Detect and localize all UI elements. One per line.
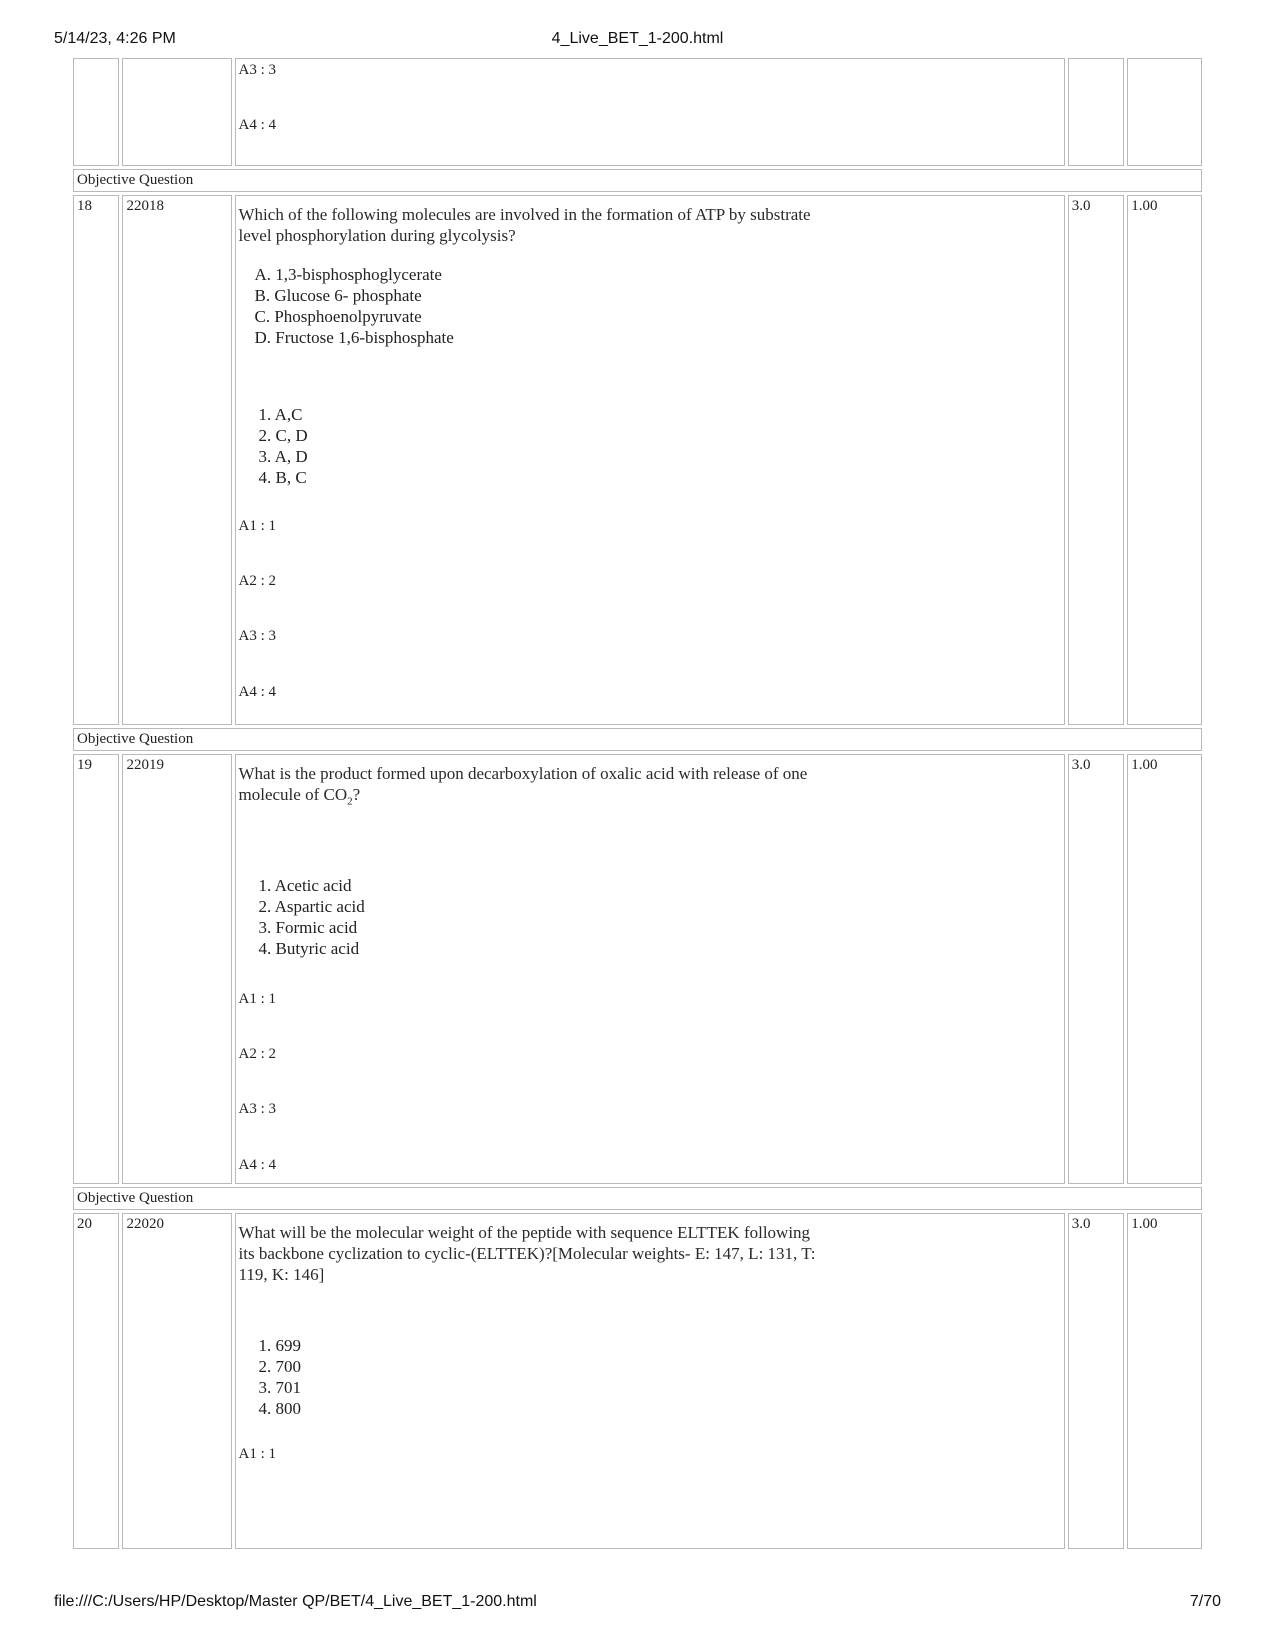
statement-item: D. Fructose 1,6-bisphosphate (254, 328, 454, 347)
question-text: What is the product formed upon decarboxylation of oxalic acid with release of one molecule of $CO_2$? (238, 764, 808, 808)
document-title: 4_Live_BET_1-200.html (551, 30, 724, 47)
answer-line: A2 : 2 (238, 1046, 277, 1062)
option-item: 1. A,C (258, 405, 303, 424)
question-id: 22019 (122, 754, 231, 1184)
section-label-row (73, 1187, 1202, 1210)
marks: 3.0 (1068, 1213, 1125, 1549)
option-item: 2. Aspartic acid (258, 897, 365, 916)
section-label: Objective Question (73, 169, 1202, 192)
marks: 3.0 (1068, 754, 1125, 1184)
section-label: Objective Question (73, 728, 1202, 751)
question-table (70, 58, 1205, 1552)
continued-question-row (73, 58, 1202, 166)
question-number: 19 (73, 754, 119, 1184)
question-text: What will be the molecular weight of the peptide with sequence ELTTEK following its backbone cyclization to cyclic-(ELTTEK)?[Molecular weights- E: 147, L: 131, T: 119, K: 146] (238, 1223, 816, 1284)
answer-line: A4 : 4 (238, 117, 277, 133)
marks: 3.0 (1068, 195, 1125, 725)
option-item: 4. B, C (258, 468, 307, 487)
negative-marks: 1.00 (1127, 1213, 1202, 1549)
answer-line: A3 : 3 (238, 62, 277, 78)
option-item: 4. 800 (258, 1399, 302, 1418)
answer-line: A1 : 1 (238, 1446, 277, 1462)
question-text: Which of the following molecules are involved in the formation of ATP by substrate level phosphorylation during glycolysis? (238, 205, 811, 245)
option-item: 4. Butyric acid (258, 939, 360, 958)
answer-line: A3 : 3 (238, 628, 277, 644)
option-item: 2. C, D (258, 426, 308, 445)
answer-line: A4 : 4 (238, 1157, 277, 1173)
statement-item: A. 1,3-bisphosphoglycerate (254, 265, 442, 284)
section-label-row (73, 169, 1202, 192)
print-header (0, 30, 1275, 52)
question-id: 22020 (122, 1213, 231, 1549)
question-cell (235, 754, 1065, 1184)
statement-item: C. Phosphoenolpyruvate (254, 307, 422, 326)
answer-line: A4 : 4 (238, 684, 277, 700)
question-number: 18 (73, 195, 119, 725)
answer-line: A1 : 1 (238, 518, 277, 534)
print-datetime: 5/14/23, 4:26 PM (54, 30, 176, 47)
page-number: 7/70 (1189, 1593, 1221, 1610)
option-item: 2. 700 (258, 1357, 302, 1376)
question-cell (235, 58, 1065, 166)
print-footer (0, 1593, 1275, 1615)
option-item: 3. Formic acid (258, 918, 358, 937)
option-list (259, 404, 1061, 488)
question-number: 20 (73, 1213, 119, 1549)
question-cell (235, 195, 1065, 725)
question-row-19 (73, 754, 1202, 1184)
option-item: 1. 699 (258, 1336, 302, 1355)
option-list (259, 1335, 1061, 1419)
option-item: 3. A, D (258, 447, 308, 466)
file-path: file:///C:/Users/HP/Desktop/Master QP/BET/4_Live_BET_1-200.html (54, 1593, 537, 1610)
negative-marks: 1.00 (1127, 754, 1202, 1184)
answer-line: A3 : 3 (238, 1101, 277, 1117)
statement-list (255, 264, 1061, 348)
section-label: Objective Question (73, 1187, 1202, 1210)
option-item: 3. 701 (258, 1378, 302, 1397)
section-label-row (73, 728, 1202, 751)
question-row-20 (73, 1213, 1202, 1549)
question-id: 22018 (122, 195, 231, 725)
answer-line: A1 : 1 (238, 991, 277, 1007)
answer-line: A2 : 2 (238, 573, 277, 589)
option-item: 1. Acetic acid (258, 876, 352, 895)
option-list (259, 875, 1061, 959)
negative-marks: 1.00 (1127, 195, 1202, 725)
statement-item: B. Glucose 6- phosphate (254, 286, 422, 305)
question-sheet (70, 58, 1205, 1594)
question-row-18 (73, 195, 1202, 725)
question-cell (235, 1213, 1065, 1549)
